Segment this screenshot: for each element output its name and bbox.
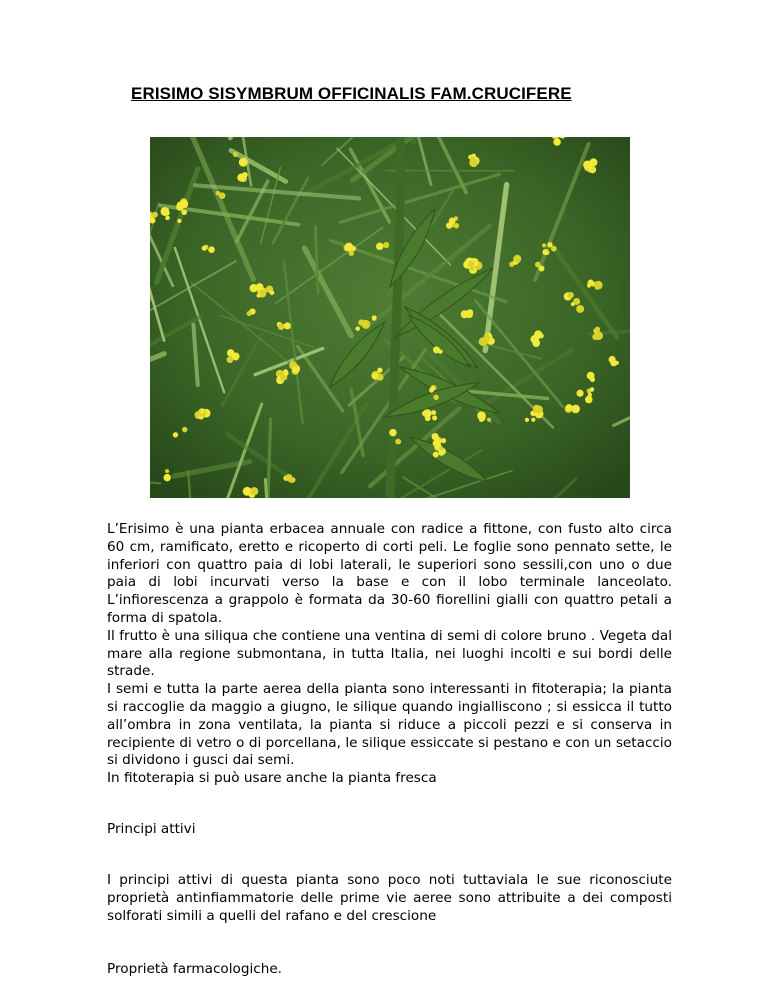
paragraph-harvest: I semi e tutta la parte aerea della pianta sono interessanti in fitoterapia; la pianta si raccoglie da maggio a giugno, le silique quando ingialliscono ; si essicca il tutto all’ombra in zona ventilata, la pianta si riduce a piccoli pezzi e si conserva in recipiente di vetro o di porcellana, le silique essiccate si pestano e con un setaccio si dividono i gusci dai semi. [107,681,672,769]
paragraph-fresh-use: In fitoterapia si può usare anche la pianta fresca [107,770,437,787]
paragraph-fruit: Il frutto è una siliqua che contiene una ventina di semi di colore bruno . Vegeta dal mare alla regione submontana, in tutta Italia, nei luoghi incolti e sui bordi delle strade. [107,627,672,680]
section-heading: Principi attivi [107,821,196,837]
section-text-active-principles [107,872,672,925]
section-paragraph: I principi attivi di questa pianta sono poco noti tuttaviala le sue riconosciute proprietà antinfiammatorie delle prime vie aeree sono attribuite a dei composti solforati simili a quelli del rafano e del crescione [107,872,672,924]
flowering-plant-photo [150,137,630,498]
section-heading-pharmacological-properties [107,961,672,979]
paragraph-description: L’Erisimo è una pianta erbacea annuale con radice a fittone, con fusto alto circa 60 cm, ramificato, eretto e ricoperto di corti peli. Le foglie sono pennato sette, le inferiori con quattro paia di lobi laterali, le superiori sono sessili,con uno o due paia di lobi incurvati verso la base e con il lobo terminale lanceolato. L’infiorescenza a grappolo è formata da 30-60 fiorellini gialli con quattro petali a forma di spatola. [107,521,672,626]
description-body [107,521,672,788]
section-heading-active-principles [107,821,672,839]
document-title: ERISIMO SISYMBRUM OFFICINALIS FAM.CRUCIFERE [131,84,572,103]
section-heading: Proprietà farmacologiche. [107,961,283,977]
